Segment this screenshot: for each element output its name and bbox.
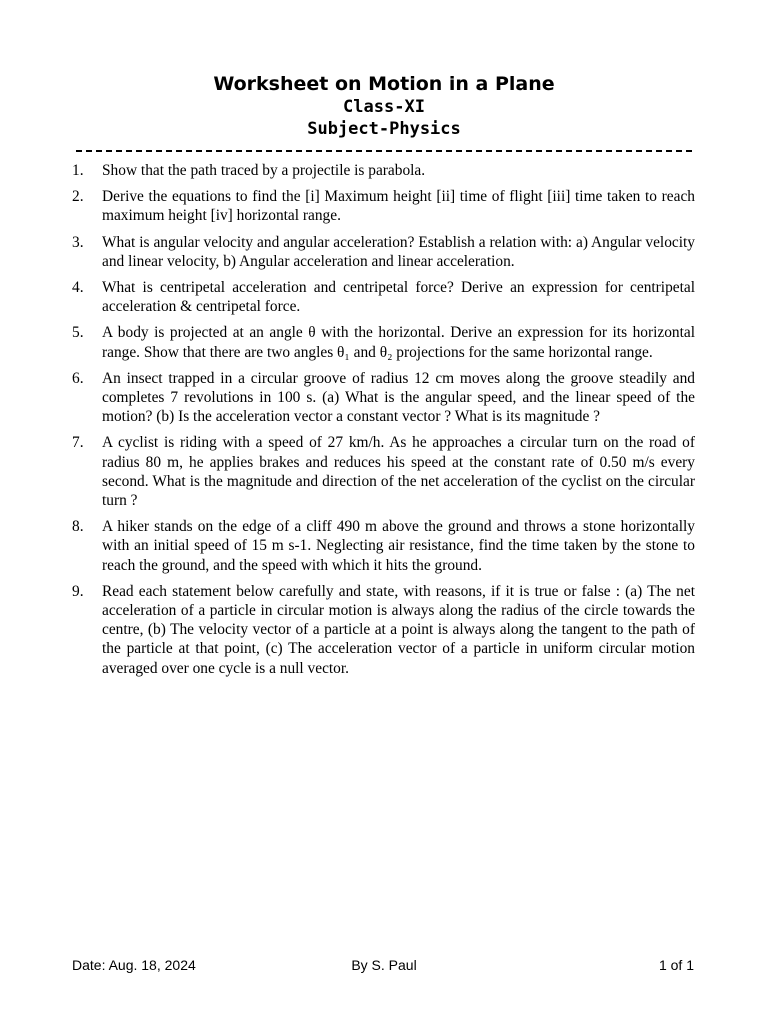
question-item bbox=[72, 517, 695, 575]
question-item bbox=[72, 233, 695, 271]
footer-page-number: 1 of 1 bbox=[658, 957, 694, 973]
question-number: 9. bbox=[72, 582, 84, 600]
question-text: An insect trapped in a circular groove of radius 12 cm moves along the groove steadily and completes 7 revolutions in 100 s. (a) What is the angular speed, and the linear speed of the motion? (b) Is the acceleration vector a constant vector ? What is its magnitude ? bbox=[102, 369, 695, 426]
question-number: 8. bbox=[72, 518, 84, 536]
question-number: 7. bbox=[72, 434, 84, 452]
question-item bbox=[72, 278, 695, 316]
question-number: 6. bbox=[72, 369, 84, 387]
question-number: 3. bbox=[72, 233, 84, 251]
question-list bbox=[72, 161, 695, 685]
question-item bbox=[72, 187, 695, 225]
dashed-divider bbox=[76, 150, 692, 152]
question-item bbox=[72, 582, 695, 678]
question-number: 5. bbox=[72, 324, 84, 342]
question-text: A cyclist is riding with a speed of 27 km/h. As he approaches a circular turn on the road of radius 80 m, he applies brakes and reduces his speed at the constant rate of 0.50 m/s every second. What is the magnitude and direction of the net acceleration of the cyclist on the circular turn ? bbox=[102, 434, 695, 510]
subject-line: Subject-Physics bbox=[307, 119, 461, 139]
class-line: Class-XI bbox=[343, 97, 425, 117]
footer-date: Date: Aug. 18, 2024 bbox=[72, 957, 196, 973]
question-number: 4. bbox=[72, 279, 84, 297]
question-text: Show that the path traced by a projectile is parabola. bbox=[102, 162, 426, 179]
question-text: A hiker stands on the edge of a cliff 490 m above the ground and throws a stone horizontally with an initial speed of 15 m s-1. Neglecting air resistance, find the time taken by the stone to reach the ground, and the speed with which it hits the ground. bbox=[102, 518, 695, 574]
worksheet-title: Worksheet on Motion in a Plane bbox=[213, 73, 555, 95]
question-item bbox=[72, 433, 695, 510]
question-number: 2. bbox=[72, 188, 84, 206]
question-text: What is angular velocity and angular acceleration? Establish a relation with: a) Angular velocity and linear velocity, b) Angular acceleration and linear acceleration. bbox=[102, 233, 695, 270]
question-item bbox=[72, 161, 695, 180]
question-text: A body is projected at an angle θ with the horizontal. Derive an expression for its horizontal range. Show that there are two angles θ₁ and θ₂ projections for the same horizontal range. bbox=[102, 324, 695, 361]
question-item bbox=[72, 369, 695, 427]
question-text: Read each statement below carefully and state, with reasons, if it is true or false : (a) The net acceleration of a particle in circular motion is always along the radius of the circle towards the centre, (b) The velocity vector of a particle at a point is always along the tangent to the path of the particle at that point, (c) The acceleration vector of a particle in uniform circular motion averaged over one cycle is a null vector. bbox=[102, 582, 695, 677]
footer-author: By S. Paul bbox=[351, 957, 417, 973]
question-item bbox=[72, 323, 695, 361]
question-text: Derive the equations to find the [i] Maximum height [ii] time of flight [iii] time taken to reach maximum height [iv] horizontal range. bbox=[102, 188, 695, 225]
question-number: 1. bbox=[72, 162, 84, 179]
question-text: What is centripetal acceleration and centripetal force? Derive an expression for centripetal acceleration & centripetal force. bbox=[102, 279, 695, 316]
